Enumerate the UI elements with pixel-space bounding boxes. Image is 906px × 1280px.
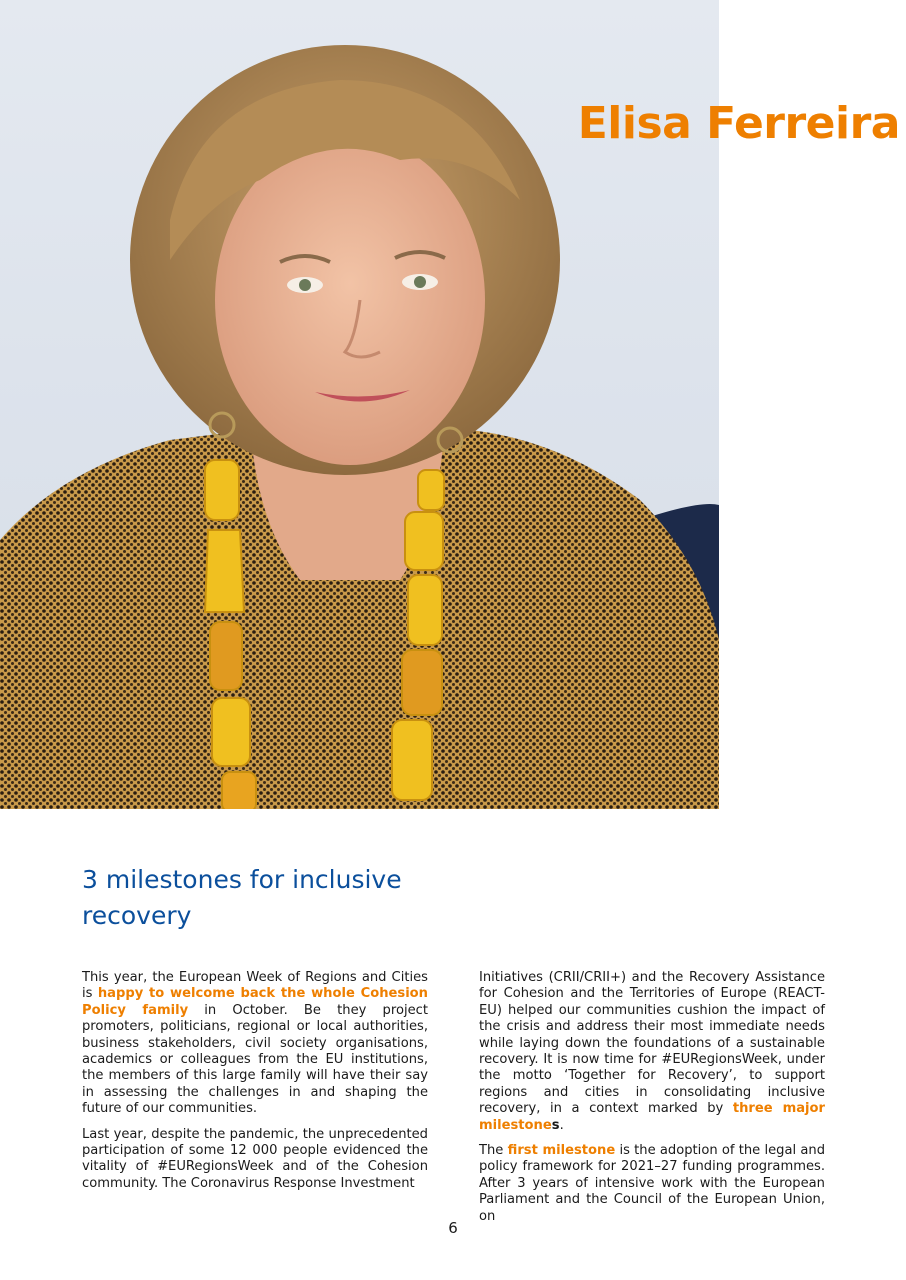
- page-number: 6: [448, 1219, 458, 1237]
- paragraph: This year, the European Week of Regions and Cities is happy to welcome back the whole Cohesion Policy family in October. Be they project promoters, politicians, regional or local authorities, business stakeholders, civil society organisations, academics or colleagues from the EU institutions, the members of this large family will have their say in assessing the challenges in and shaping the future of our communities.: [82, 970, 429, 1117]
- paragraph: Initiatives (CRII/CRII+) and the Recovery Assistance for Cohesion and the Territories of Europe (REACT-EU) helped our communities cushion the impact of the crisis and address their most immediate needs while laying down the foundations of a sustainable recovery. It is now time for #EURegionsWeek, under the motto ‘Together for Recovery’, to support regions and cities in consolidating inclusive recovery, in a context marked by three major milestones.: [479, 970, 826, 1133]
- highlight-text: three major milestone: [479, 1101, 826, 1133]
- highlight-text: first milestone: [507, 1143, 616, 1159]
- text-column-left: [82, 970, 428, 1201]
- text-column-right: [479, 970, 825, 1234]
- highlight-text: happy to welcome back the whole Cohesion Policy family: [82, 986, 429, 1018]
- person-name: Elisa Ferreira: [577, 98, 900, 149]
- article-heading: 3 milestones for inclusive recovery: [82, 865, 402, 930]
- paragraph: The first milestone is the adoption of the legal and policy framework for 2021–27 funding programmes. After 3 years of intensive work with the European Parliament and the Council of the European Union, on: [479, 1143, 826, 1224]
- paragraph: Last year, despite the pandemic, the unprecedented participation of some 12 000 people evidenced the vitality of #EURegionsWeek and of the Cohesion community. The Coronavirus Response Investment: [82, 1126, 428, 1191]
